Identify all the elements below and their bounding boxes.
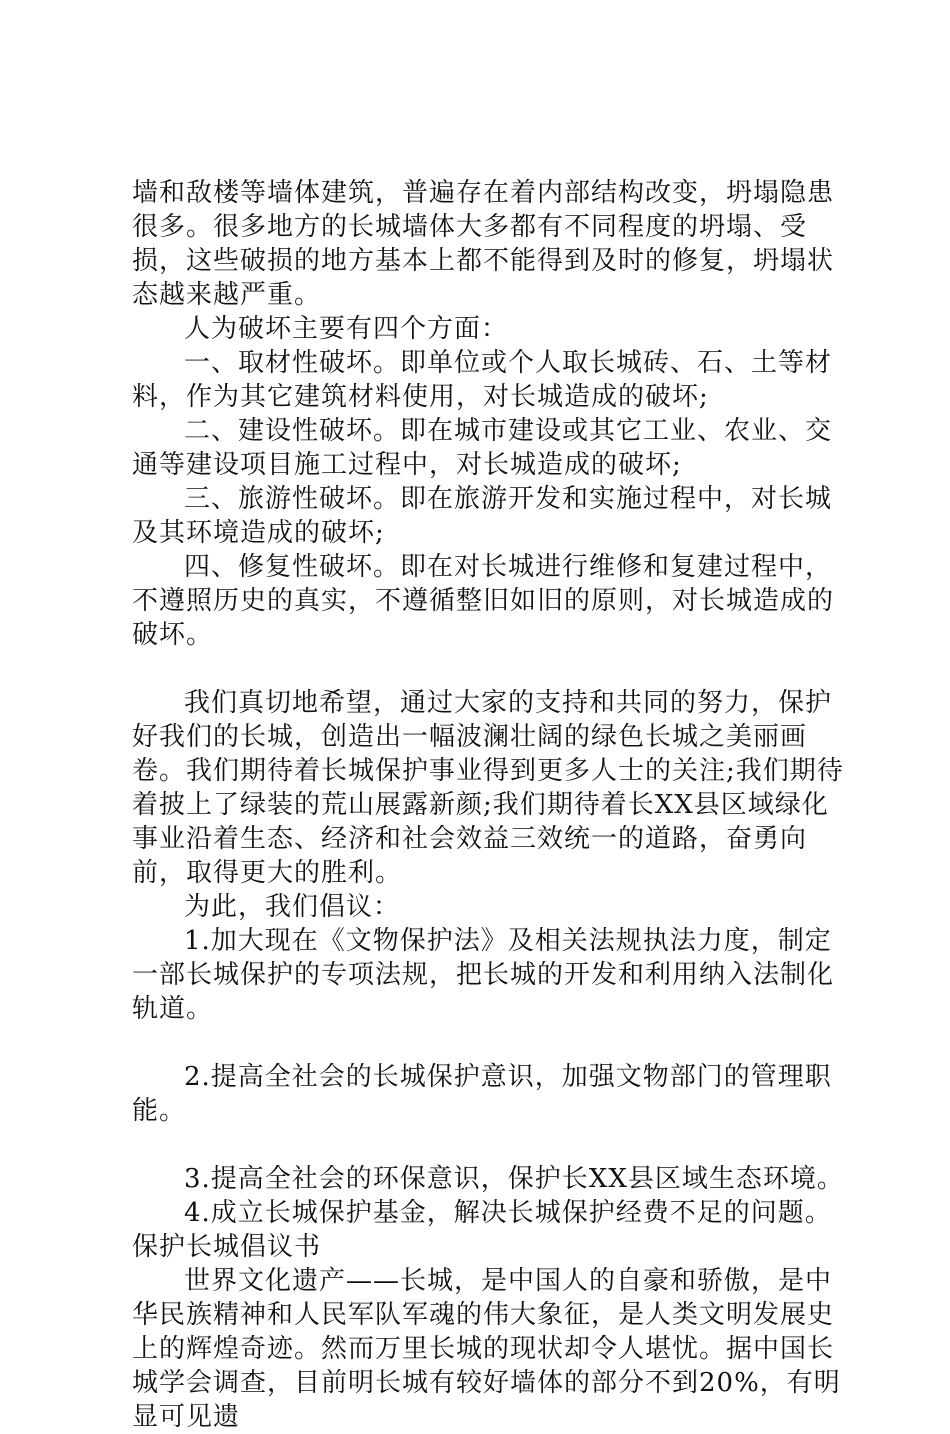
document-body (132, 176, 852, 1434)
proposal-item-3: 3.提高全社会的环保意识，保护长XX县区域生态环境。 (184, 1164, 844, 1194)
paragraph-gap (132, 652, 852, 686)
document-heading: 保护长城倡议书 (132, 1232, 322, 1262)
proposal-item-4: 4.成立长城保护基金，解决长城保护经费不足的问题。 (184, 1198, 832, 1228)
paragraph-hope: 我们真切地希望，通过大家的支持和共同的努力，保护好我们的长城，创造出一幅波澜壮阔的绿色长城之美丽画卷。我们期待着长城保护事业得到更多人士的关注;我们期待着披上了绿装的荒山展露新颜;我们期待着长XX县区域绿化事业沿着生态、经济和社会效益三效统一的道路，奋勇向前，取得更大的胜利。 (132, 688, 844, 888)
paragraph-world-heritage: 世界文化遗产——长城，是中国人的自豪和骄傲，是中华民族精神和人民军队军魂的伟大象征，是人类文明发展史上的辉煌奇迹。然而万里长城的现状却令人堪忧。据中国长城学会调查，目前明长城有较好墙体的部分不到20%，有明显可见遗 (132, 1266, 841, 1432)
paragraph-damage-type-3: 三、旅游性破坏。即在旅游开发和实施过程中，对长城及其环境造成的破坏; (132, 484, 833, 548)
proposal-item-2: 2.提高全社会的长城保护意识，加强文物部门的管理职能。 (132, 1062, 832, 1126)
paragraph-proposal-intro: 为此，我们倡议： (184, 892, 401, 922)
paragraph-gap (132, 1026, 852, 1060)
paragraph-human-damage-intro: 人为破坏主要有四个方面： (184, 314, 509, 344)
proposal-item-1: 1.加大现在《文物保护法》及相关法规执法力度，制定一部长城保护的专项法规，把长城的开发和利用纳入法制化轨道。 (132, 926, 835, 1024)
paragraph-damage-type-1: 一、取材性破坏。即单位或个人取长城砖、石、土等材料，作为其它建筑材料使用，对长城造成的破坏; (132, 348, 833, 412)
paragraph-damage-type-4: 四、修复性破坏。即在对长城进行维修和复建过程中，不遵照历史的真实，不遵循整旧如旧的原则，对长城造成的破坏。 (132, 552, 835, 650)
paragraph-damage-type-2: 二、建设性破坏。即在城市建设或其它工业、农业、交通等建设项目施工过程中，对长城造成的破坏; (132, 416, 833, 480)
paragraph-gap (132, 1128, 852, 1162)
paragraph-wall-damage: 墙和敌楼等墙体建筑，普遍存在着内部结构改变，坍塌隐患很多。很多地方的长城墙体大多都有不同程度的坍塌、受损，这些破损的地方基本上都不能得到及时的修复，坍塌状态越来越严重。 (132, 178, 835, 310)
